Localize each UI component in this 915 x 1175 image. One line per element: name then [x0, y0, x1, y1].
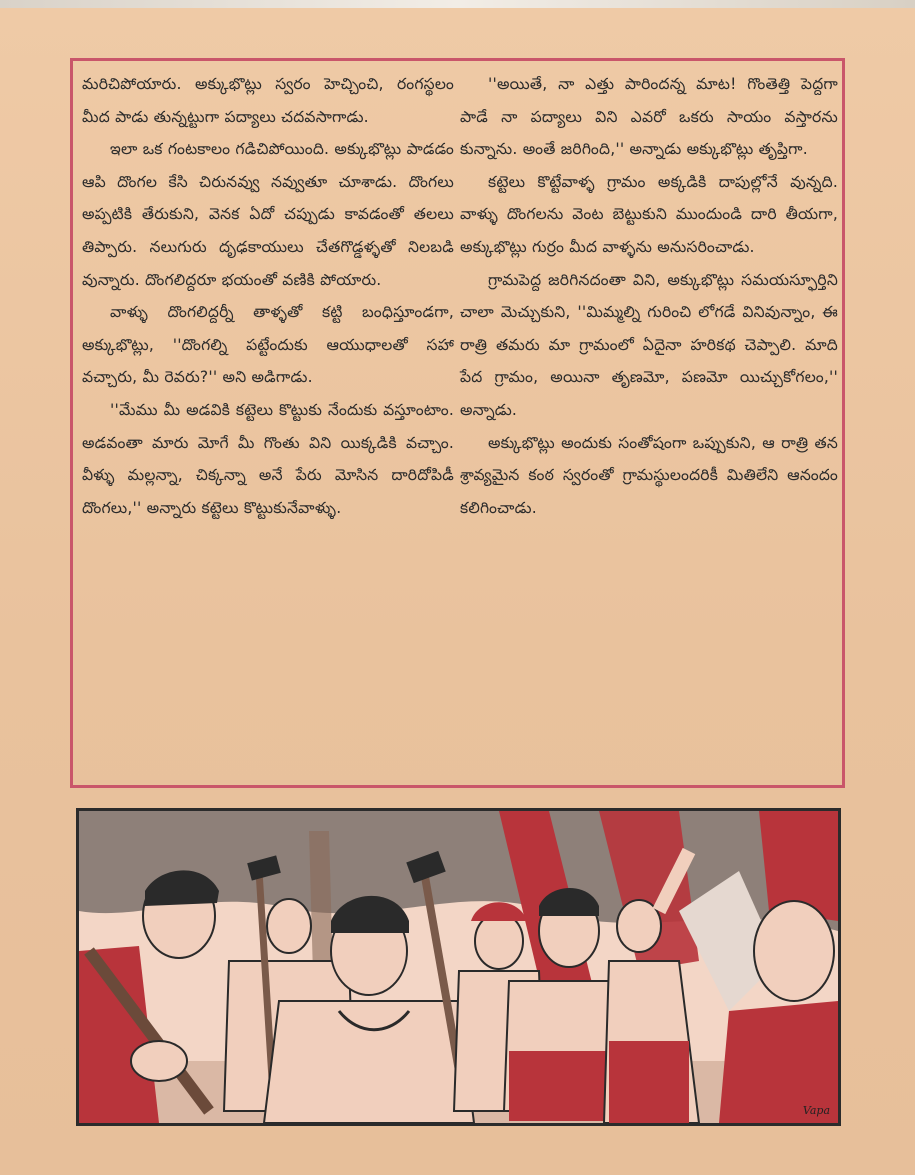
paragraph: ''అయితే, నా ఎత్తు పారిందన్న మాట! గొంతెత్తి పెద్దగా పాడే నా పద్యాలు విని ఎవరో ఒకరు సాయం వస్తారను కున్నాను. అంతే జరిగింది,'' అన్నాడు అక్కుభొట్లు తృప్తిగా. — [460, 75, 838, 159]
illustration-drawing — [79, 811, 838, 1123]
artist-signature: Vapa — [802, 1104, 830, 1117]
left-text-column — [82, 68, 454, 524]
paragraph: మరిచిపోయారు. అక్కుభొట్లు స్వరం హెచ్చించి, రంగస్థలం మీద పాడు తున్నట్టుగా పద్యాలు చదవసాగాడు. — [82, 75, 454, 126]
paragraph: అక్కుభొట్లు అందుకు సంతోషంగా ఒప్పుకుని, ఆ రాత్రి తన శ్రావ్యమైన కంఠ స్వరంతో గ్రామస్థులందరికీ మితిలేని ఆనందం కలిగించాడు. — [460, 433, 838, 517]
paragraph: వాళ్ళు దొంగలిద్దర్నీ తాళ్ళతో కట్టి బంధిస్తూండగా, అక్కుభొట్లు, ''దొంగల్ని పట్టేందుకు ఆయుధాలతో సహా వచ్చారు, మీ రెవరు?'' అని అడిగాడు. — [82, 303, 454, 387]
paragraph: ఇలా ఒక గంటకాలం గడిచిపోయింది. అక్కుభొట్లు పాడడం ఆపి దొంగల కేసి చిరునవ్వు నవ్వుతూ చూశాడు. దొంగలు అప్పటికి తేరుకుని, వెనక ఏదో చప్పుడు కావడంతో తలలు తిప్పారు. నలుగురు దృఢకాయులు చేతగొడ్డళ్ళతో నిలబడి వున్నారు. దొంగలిద్దరూ భయంతో వణికి పోయారు. — [82, 140, 454, 289]
paragraph: గ్రామపెద్ద జరిగినదంతా విని, అక్కుభొట్లు సమయస్ఫూర్తిని చాలా మెచ్చుకుని, ''మిమ్మల్ని గురించి లోగడే వినివున్నాం, ఈ రాత్రి తమరు మా గ్రామంలో ఏదైనా హరికథ చెప్పాలి. మాది పేద గ్రామం, అయినా తృణమో, పణమో యిచ్చుకోగలం,'' అన్నాడు. — [460, 270, 838, 419]
scan-top-edge — [0, 0, 915, 8]
right-text-column — [460, 68, 838, 524]
paragraph: కట్టెలు కొట్టేవాళ్ళ గ్రామం అక్కడికి దాపుల్లోనే వున్నది. వాళ్ళు దొంగలను వెంట బెట్టుకుని ముందుండి దారి తీయగా, అక్కుభొట్లు గుర్రం మీద వాళ్ళను అనుసరించాడు. — [460, 172, 838, 256]
paragraph: ''మేము మీ అడవికి కట్టెలు కొట్టుకు నేందుకు వస్తూంటాం. అడవంతా మారు మోగే మీ గొంతు విని యిక్కడికి వచ్చాం. వీళ్ళు మల్లన్నా, చిక్కన్నా అనే పేరు మోసిన దారిదోపిడీ దొంగలు,'' అన్నారు కట్టెలు కొట్టుకునేవాళ్ళు. — [82, 400, 454, 517]
story-illustration — [76, 808, 841, 1126]
